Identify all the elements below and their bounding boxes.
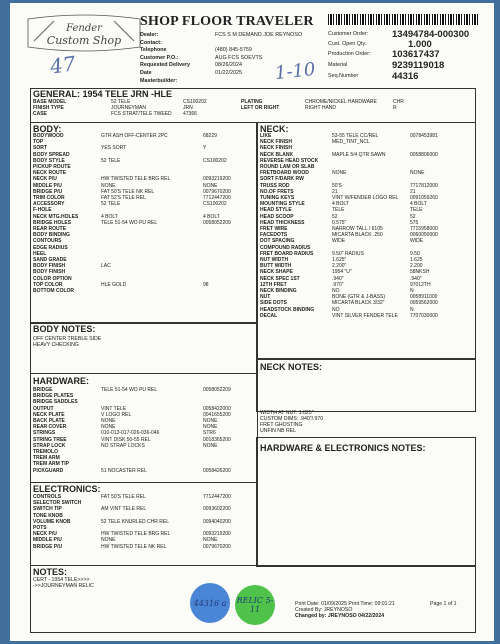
cell: HEAD THICKNESS <box>260 219 305 226</box>
cell: 0058911000 <box>410 294 438 301</box>
body-section <box>30 122 258 324</box>
cell: BRIDGE SADDLES <box>33 399 78 406</box>
cell: .970" <box>332 281 344 288</box>
cell: NONE <box>203 537 218 544</box>
header-label: Customer P.O.: <box>140 54 179 61</box>
hw-notes-heading: HARDWARE & ELECTRONICS NOTES: <box>260 443 426 453</box>
cell: 7707030000 <box>410 312 438 319</box>
cell: 0094040200 <box>203 518 231 525</box>
cell: NECK FINISH <box>260 145 292 152</box>
cell: 0058422000 <box>203 405 231 412</box>
header-right-value: 103617437 <box>392 49 440 60</box>
cell: NECK PLATE <box>33 411 65 418</box>
cell: BRIDGE PLATES <box>33 393 74 400</box>
header-right-value: 13494784-000300 <box>392 29 470 40</box>
header-label: Masterbuilder: <box>140 77 178 84</box>
cell: .940" <box>332 275 344 282</box>
general-section <box>30 88 476 123</box>
cell: 0058052209 <box>203 387 231 393</box>
svg-text:Custom Shop: Custom Shop <box>46 34 122 47</box>
cell: CHR <box>393 99 404 105</box>
header-value: 08/26/2024 <box>215 62 242 69</box>
cell: 0091059260 <box>410 195 438 201</box>
cell: BODY FINISH <box>33 263 66 270</box>
header-value: 01/22/2025 <box>215 70 242 76</box>
cell: FRET BOARD RADIUS <box>260 250 314 257</box>
cell: BASE MODEL <box>33 99 67 105</box>
cell: 68229 <box>203 133 217 139</box>
table-row <box>260 313 474 319</box>
cell: 52 <box>410 213 416 220</box>
cell: 0058806000 <box>410 151 438 158</box>
cell: FAT 50'S TELE REL <box>101 494 146 500</box>
cell: 52 TELE <box>111 99 131 105</box>
cell: NECK ROUTE <box>33 170 67 177</box>
cell: BONE (GTR & J-BASS) <box>332 294 386 301</box>
blue-sequence-sticker: 44316 a <box>190 583 230 623</box>
cell: NECK P/U <box>33 176 57 183</box>
cell: CS100202 <box>203 201 227 208</box>
cell: NONE <box>203 442 218 449</box>
cell: 7712447200 <box>203 494 231 500</box>
header-label: Dealer: <box>140 32 159 38</box>
cell: BOTTOM COLOR <box>33 288 75 294</box>
note-line: CERT - 1954 TELE>>>> <box>33 577 90 583</box>
cell: NUT <box>260 294 271 301</box>
cell: TELE <box>332 207 345 214</box>
cell: 0078453981 <box>410 133 438 139</box>
cell: 1.625 <box>410 257 423 263</box>
cell: TRIM COLOR <box>33 195 65 201</box>
cell: NARROW TALL / 6105 <box>332 226 383 232</box>
electronics-section <box>30 482 258 566</box>
changed-by: Changed by: JREYNOSO 04/22/2024 <box>295 613 385 619</box>
cell: FACEDOTS <box>260 232 288 239</box>
cell: FRETBOARD WOOD <box>260 170 309 177</box>
header-label: Date <box>140 70 152 76</box>
cell: FRET WIRE <box>260 226 288 232</box>
cell: ROUND LAM OR SLAB <box>260 164 315 170</box>
cell: V LOGO REL <box>101 411 132 418</box>
cell: 0.575" <box>332 219 347 226</box>
print-date: Print Date: 01/09/2025 Print Time: 09:01:21 <box>295 601 395 607</box>
cell: NO <box>332 288 340 294</box>
cell: TELE 51-54 WO PU REL <box>101 387 158 393</box>
cell: TREMOLO <box>33 449 58 455</box>
cell: COMPOUND RADIUS <box>260 244 311 251</box>
cell: CASE <box>33 111 47 118</box>
cell: CS100202 <box>183 99 207 105</box>
header-right-label: Cust. Open Qty. <box>328 41 367 47</box>
cell: SORT <box>33 145 47 152</box>
cell: 2.200" <box>332 263 347 270</box>
cell: 9.50" RADIUS <box>332 250 364 257</box>
header-right-label: Customer Order: <box>328 31 369 37</box>
cell: 0058426200 <box>203 467 231 474</box>
cell: HW TWISTED TELE NK REL <box>101 543 167 550</box>
cell: NUT WIDTH <box>260 257 289 263</box>
cell: F-HOLE <box>33 207 52 214</box>
cell: TOP <box>33 139 44 146</box>
cell: VOLUME KNOB <box>33 518 71 525</box>
cell: LAC <box>101 263 111 270</box>
cell: 2.200 <box>410 263 423 270</box>
cell: NO.OF FRETS <box>260 188 294 195</box>
cell: 98 <box>203 281 209 288</box>
cell: PICKUP ROUTE <box>33 164 71 170</box>
header-right-label: Production Order: <box>328 51 371 57</box>
cell: STRINGS <box>33 430 56 437</box>
cell: 9.50 <box>410 250 420 257</box>
traveler-sheet <box>10 3 494 641</box>
cell: REAR ROUTE <box>33 226 67 232</box>
cell: NONE <box>101 182 116 189</box>
cell: TONE KNOB <box>33 512 63 519</box>
cell: TREM ARM TIP <box>33 461 69 468</box>
cell: NONE <box>332 170 347 177</box>
cell: CONTOURS <box>33 238 62 245</box>
cell: REAR COVER <box>33 424 67 431</box>
cell: 50'S <box>332 182 342 189</box>
cell: VINT DISK 50-55 REL <box>101 436 151 443</box>
cell: BACK PLATE <box>33 418 65 424</box>
header-right-value: 44316 <box>392 71 419 82</box>
cell: PICKGUARD <box>33 467 64 474</box>
cell: NECK BLANK <box>260 151 294 158</box>
page-title: SHOP FLOOR TRAVELER <box>140 14 314 29</box>
cell: BODY BINDING <box>33 232 70 239</box>
header-label: Contact: <box>140 39 162 46</box>
note-line: ->>JOURNEYMAN RELIC <box>33 583 94 589</box>
cell: TELE 51-54 WO PU REL <box>101 219 158 226</box>
svg-text:Fender: Fender <box>66 23 102 34</box>
cell: VINT TELE <box>101 405 127 412</box>
cell: HW TWISTED TELE BRG REL <box>101 176 171 183</box>
cell: 1.625" <box>332 257 347 263</box>
cell: NONE <box>101 424 116 431</box>
hw-electronics-notes-section <box>256 437 476 567</box>
hardware-section <box>30 373 258 483</box>
cell: DECAL <box>260 312 278 319</box>
cell: MED_TINT_NCL <box>332 139 370 146</box>
cell: 4 BOLT <box>332 201 349 208</box>
cell: HEAD SCOOP <box>260 213 294 220</box>
cell: MICARTA BLACK 3/32" <box>332 300 385 307</box>
neck-notes-heading: NECK NOTES: <box>260 362 323 372</box>
page-number: Page 1 of 1 <box>430 601 457 607</box>
cell: 575 <box>410 219 419 226</box>
cell: HLE GOLD <box>101 281 127 288</box>
cell: NECK SPEC 1ST <box>260 275 300 282</box>
cell: GTR ASH OFF-CENTER 2PC <box>101 133 168 139</box>
cell: NONE <box>203 182 218 189</box>
cell: SELECTOR SWITCH <box>33 500 82 507</box>
cell: HEAD STYLE <box>260 207 292 214</box>
fender-custom-shop-logo <box>24 11 144 57</box>
cell: NECK MTG.HOLES <box>33 213 79 220</box>
cell: 7717812000 <box>410 182 438 189</box>
cell: NECK P/U <box>33 531 57 538</box>
cell: MICARTA BLACK .250 <box>332 232 383 239</box>
cell: TUNING KEYS <box>260 195 295 201</box>
header-right-label: Seq.Number <box>328 73 359 79</box>
cell: 52 <box>332 213 338 220</box>
cell: LEFT OR RIGHT <box>241 105 280 112</box>
cell: COLOR OPTION <box>33 275 72 282</box>
cell: BUTT WIDTH <box>260 263 292 270</box>
table-row <box>33 111 473 117</box>
cell: NONE <box>101 537 116 544</box>
handwritten-number: 47 <box>48 51 77 79</box>
header-label: Requested Delivery <box>140 62 191 69</box>
cell: BODY SPREAD <box>33 151 70 158</box>
body-heading: BODY: <box>33 124 62 134</box>
neck-note-line: WIDTH AT NUT: 1.625" <box>260 410 314 416</box>
cell: EDGE RADIUS <box>33 244 68 251</box>
cell: 47366 <box>183 111 197 118</box>
table-row <box>33 544 255 550</box>
cell: BRIDGE P/U <box>33 543 63 550</box>
body-notes-heading: BODY NOTES: <box>33 324 96 334</box>
cell: SIDE DOTS <box>260 300 287 307</box>
header-right-value: 1.000 <box>408 39 432 50</box>
cell: 21 <box>332 188 338 195</box>
cell: BODY FINISH <box>33 269 66 276</box>
cell: NONE <box>410 170 425 177</box>
created-by: Created By: JREYNOSO <box>295 607 353 613</box>
cell: BODYWOOD <box>33 133 64 139</box>
cell: NONE <box>203 418 218 424</box>
cell: 0093219200 <box>203 176 231 183</box>
header-value: (480) 845-5759 <box>215 47 252 54</box>
cell: BRIDGE P/U <box>33 188 63 195</box>
cell: STRING TREE <box>33 436 67 443</box>
cell: TELE <box>410 207 423 214</box>
table-row <box>33 288 255 294</box>
cell: RIGHT HAND <box>305 105 337 112</box>
cell: 0093219200 <box>203 531 231 538</box>
cell: 0041655200 <box>203 411 231 418</box>
cell: 7715958000 <box>410 226 438 232</box>
cell: WIDE <box>410 238 424 245</box>
cell: 51 NOCASTER REL <box>101 467 147 474</box>
cell: DOT SPACING <box>260 238 295 245</box>
cell: 0079670200 <box>203 543 231 550</box>
cell: MIDDLE P/U <box>33 537 62 544</box>
cell: SORT F/DARK RW <box>260 176 304 183</box>
cell: MOUNTING STYLE <box>260 201 305 208</box>
cell: 010-013-017-026-036-046 <box>101 430 160 437</box>
header-value: FCS S M DEMAND JOE REYNOSO <box>215 32 303 38</box>
cell: WIDE <box>332 238 346 245</box>
cell: 52 TELE <box>101 157 121 164</box>
cell: PLATING <box>241 99 263 105</box>
cell: NONE <box>101 418 116 424</box>
barcode <box>328 14 478 25</box>
cell: JRN <box>183 105 193 112</box>
cell: TREM ARM <box>33 455 60 462</box>
neck-notes-section <box>256 358 476 412</box>
cell: 0059562000 <box>410 300 438 307</box>
cell: 52 TELE <box>101 201 121 208</box>
body-note-line: OFF CENTER TREBLE SIDE <box>33 336 102 342</box>
cell: JOURNEYMAN <box>111 105 147 112</box>
cell: N <box>410 288 414 294</box>
cell: 1954 "U" <box>332 269 352 276</box>
cell: FINISH TYPE <box>33 105 64 112</box>
cell: MAPLE 5/4 QTR SAWN <box>332 151 386 158</box>
cell: 4 BOLT <box>410 201 427 208</box>
table-row <box>33 468 255 474</box>
general-heading: GENERAL: 1954 TELE JRN -HLE <box>33 89 173 99</box>
cell: SWITCH TIP <box>33 506 62 513</box>
cell: 0058052209 <box>203 219 231 226</box>
cell: BRIDGE HOLES <box>33 219 72 226</box>
header-right-value: 9239119018 <box>392 60 445 71</box>
neck-note-line: FRET GHOSTING <box>260 422 303 428</box>
cell: NECK BINDING <box>260 288 297 294</box>
electronics-heading: ELECTRONICS: <box>33 484 101 494</box>
cell: FAT 50'S TELE NK REL <box>101 188 155 195</box>
cell: 12TH FRET <box>260 281 287 288</box>
cell: NECK FINISH <box>260 139 292 146</box>
cell: HEADSTOCK BINDING <box>260 306 315 313</box>
cell: STR6 <box>203 430 216 437</box>
cell: BRIDGE <box>33 387 53 393</box>
cell: NONE <box>203 424 218 431</box>
cell: R <box>393 105 397 112</box>
cell: 4 BOLT <box>203 213 220 220</box>
green-relic-sticker: RELIC 5-11 <box>235 585 275 625</box>
cell: TOP COLOR <box>33 281 63 288</box>
neck-note-line: UNFIN NB REL <box>260 428 297 434</box>
cell: .940" <box>410 275 422 282</box>
cell: 4 BOLT <box>101 213 118 220</box>
cell: N <box>410 306 414 313</box>
cell: NECK SHAPE <box>260 269 293 276</box>
cell: 0093602200 <box>203 506 231 513</box>
cell: 97012TH <box>410 281 431 288</box>
cell: OUTPUT <box>33 405 54 412</box>
cell: MIDDLE P/U <box>33 182 62 189</box>
cell: 58NKSH <box>410 269 430 276</box>
notes-heading: NOTES: <box>33 567 68 577</box>
cell: 52 TELE KNURLED CHR REL <box>101 518 169 525</box>
cell: HW TWISTED TELE BRG REL <box>101 531 171 538</box>
cell: BODY STYLE <box>33 157 65 164</box>
handwritten-range: 1-10 <box>274 58 317 85</box>
cell: LIKE <box>260 133 272 139</box>
body-note-line: HEAVY CHECKING <box>33 342 79 348</box>
cell: NO STRAP LOCKS <box>101 442 145 449</box>
cell: AM VINT TELE REL <box>101 506 147 513</box>
cell: VINT SILVER FENDER TELE <box>332 312 398 319</box>
hardware-heading: HARDWARE: <box>33 376 89 386</box>
cell: FCS STRAT/TELE TWEED <box>111 111 172 118</box>
cell: 0018365200 <box>203 436 231 443</box>
cell: VINT W/FENDER LOGO REL <box>332 195 399 201</box>
cell: FAT 52'S TELE REL <box>101 195 146 201</box>
cell: NO <box>332 306 340 313</box>
cell: SAND GRADE <box>33 257 67 263</box>
cell: CS100202 <box>203 157 227 164</box>
cell: YES SORT <box>101 145 127 152</box>
cell: CONTROLS <box>33 494 62 500</box>
cell: HEEL <box>33 250 47 257</box>
cell: POTS <box>33 525 47 531</box>
cell: STRAP LOCK <box>33 442 66 449</box>
neck-section <box>256 122 476 360</box>
header-right-label: Material <box>328 62 348 68</box>
header-value: AUG FCS SOEVTS <box>215 54 263 61</box>
cell: 0060050000 <box>410 232 438 239</box>
cell: 21 <box>410 188 416 195</box>
cell: Y <box>203 145 207 152</box>
neck-heading: NECK: <box>260 124 289 134</box>
cell: TRUSS ROD <box>260 182 290 189</box>
body-notes-section <box>30 322 258 374</box>
cell: 53-55 TELE CC/REL <box>332 133 379 139</box>
cell: REVERSE HEAD STOCK <box>260 157 319 164</box>
cell: ACCESSORY <box>33 201 65 208</box>
cell: 7712447200 <box>203 195 231 201</box>
header-label: Telephone <box>140 47 167 54</box>
neck-note-line: CUSTOM DIMS: .940"/.970 <box>260 416 324 422</box>
cell: 0079670200 <box>203 188 231 195</box>
cell: CHROME/NICKEL HARDWARE <box>305 99 377 105</box>
